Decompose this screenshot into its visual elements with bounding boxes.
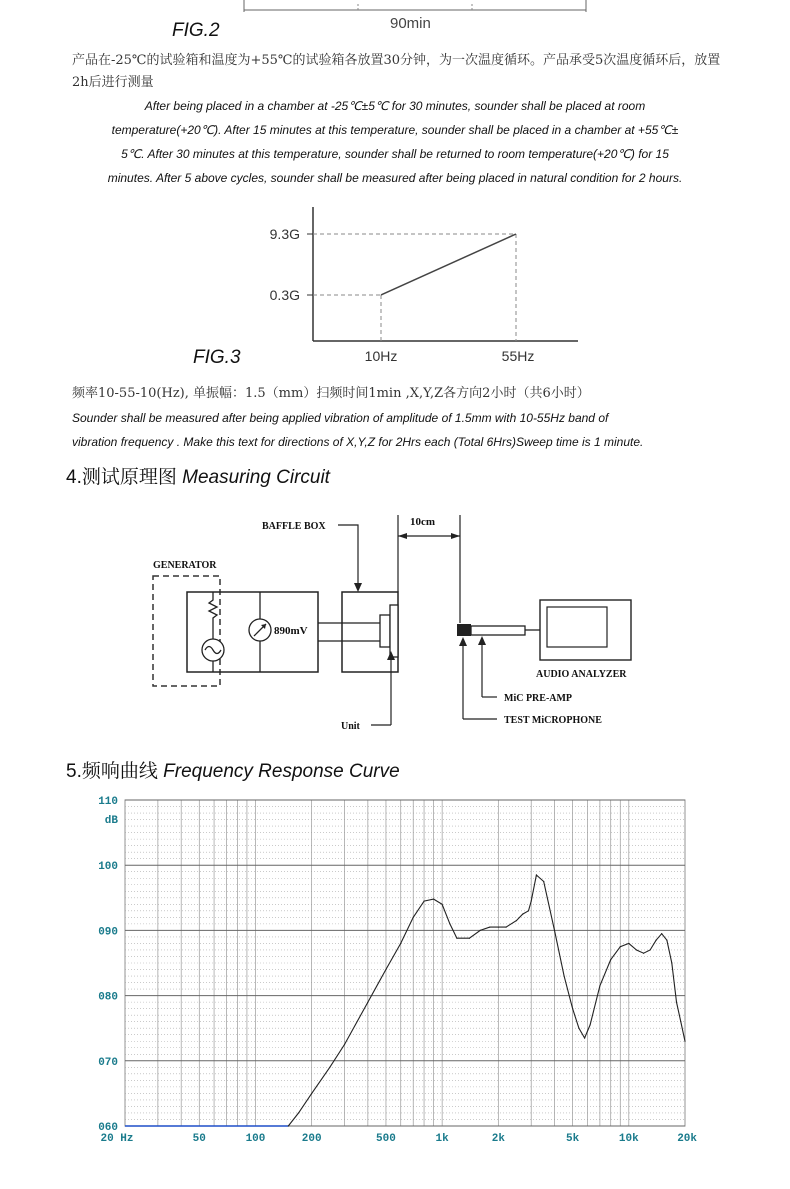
unit-label: Unit	[341, 721, 360, 732]
response-point	[536, 874, 537, 875]
response-point	[528, 910, 529, 911]
response-point	[288, 1125, 289, 1126]
y-tick-label: 060	[98, 1122, 118, 1134]
vibration-cn-text: 频率10-55-10(Hz), 单振幅：1.5（mm）扫频时间1min ,X,Y,Z各方向2小时（共6小时）	[72, 386, 590, 401]
response-point	[610, 959, 611, 960]
response-point	[655, 940, 656, 941]
response-point	[516, 920, 517, 921]
response-point	[505, 927, 506, 928]
x-tick-label: 10k	[618, 1133, 639, 1145]
section4-title-en: Measuring Circuit	[182, 467, 330, 488]
response-point	[643, 953, 644, 954]
section4-title	[66, 462, 330, 489]
mic-preamp-icon	[471, 626, 525, 635]
fig3-sweep-line	[381, 234, 516, 295]
response-point	[680, 1021, 681, 1022]
response-point	[329, 1067, 330, 1068]
response-point	[433, 899, 434, 900]
x-tick-label: 5k	[566, 1133, 580, 1145]
x-tick-label: 20k	[677, 1133, 697, 1145]
y-unit-label: dB	[104, 815, 118, 827]
response-point	[498, 927, 499, 928]
section5-number: 5.频响曲线	[66, 761, 158, 782]
y-tick-label: 070	[98, 1056, 118, 1069]
section5-title	[66, 756, 400, 783]
x-tick-label: 500	[376, 1133, 396, 1145]
fig2-duration-label: 90min	[390, 15, 431, 32]
x-tick-label: 100	[245, 1133, 266, 1145]
response-point	[413, 917, 414, 918]
response-point	[620, 946, 621, 947]
response-point	[344, 1044, 345, 1045]
vibration-en-line-2: vibration frequency . Make this text for directions of X,Y,Z for 2Hrs each (Total 6Hrs)Sweep time is 1 minute.	[72, 435, 644, 449]
section5-title-en: Frequency Response Curve	[163, 761, 400, 782]
x-tick-label: 20 Hz	[100, 1133, 134, 1145]
response-point	[469, 938, 470, 939]
response-point	[572, 1008, 573, 1009]
response-point	[599, 985, 600, 986]
resistor-icon	[209, 592, 217, 633]
response-point	[649, 949, 650, 950]
distance-label: 10cm	[410, 516, 436, 528]
fig3-y-label-min: 0.3G	[269, 287, 300, 303]
section4-number: 4.测试原理图	[66, 467, 177, 488]
y-tick-label: 090	[98, 926, 118, 939]
response-point	[400, 943, 401, 944]
fig3-vibration-chart	[0, 195, 790, 375]
fig3-label: FIG.3	[193, 347, 241, 368]
test-microphone-label: TEST MiCROPHONE	[504, 715, 602, 726]
response-point	[563, 975, 564, 976]
chart-grid	[125, 800, 685, 1126]
response-point	[480, 930, 481, 931]
measuring-circuit-diagram	[0, 505, 790, 745]
x-tick-label: 2k	[491, 1133, 505, 1145]
mic-preamp-label: MiC PRE-AMP	[504, 693, 573, 704]
response-point	[367, 1002, 368, 1003]
generator-label: GENERATOR	[153, 560, 217, 571]
fig3-x-label-max: 55Hz	[501, 348, 535, 364]
response-point	[578, 1028, 579, 1029]
frequency-response-chart	[0, 790, 790, 1150]
response-point	[423, 900, 424, 901]
temp-cycle-en-line-2: temperature(+20℃). After 15 minutes at this temperature, sounder shall be placed in a chamber at +55℃±	[111, 123, 679, 137]
vibration-en-line-1: Sounder shall be measured after being applied vibration of amplitude of 1.5mm with 10-55Hz band of	[72, 411, 609, 425]
response-point	[666, 940, 667, 941]
response-point	[636, 949, 637, 950]
response-point	[671, 962, 672, 963]
response-point	[298, 1112, 299, 1113]
fig2-label: FIG.2	[172, 20, 220, 41]
response-point	[311, 1093, 312, 1094]
response-point	[584, 1037, 585, 1038]
temp-cycle-en-line-4: minutes. After 5 above cycles, sounder shall be measured after being placed in natural condition for 2 hours.	[107, 171, 683, 185]
temp-cycle-en-line-3: 5℃. After 30 minutes at this temperature, sounder shall be returned to room temperature(+20℃) for 15	[121, 147, 669, 161]
x-tick-label: 50	[192, 1133, 206, 1145]
response-point	[684, 1041, 685, 1042]
response-point	[385, 969, 386, 970]
fig3-x-label-min: 10Hz	[364, 348, 398, 364]
response-point	[543, 881, 544, 882]
response-point	[456, 938, 457, 939]
y-tick-label: 080	[98, 991, 118, 1004]
y-tick-label: 100	[98, 861, 118, 874]
response-point	[589, 1024, 590, 1025]
response-point	[531, 900, 532, 901]
x-tick-label: 200	[301, 1133, 322, 1145]
audio-analyzer-label: AUDIO ANALYZER	[536, 669, 627, 680]
voltage-label: 890mV	[274, 625, 308, 637]
x-tick-label: 1k	[435, 1133, 449, 1145]
response-point	[442, 904, 443, 905]
unit-sounder	[380, 615, 390, 647]
response-point	[661, 933, 662, 934]
response-point	[554, 930, 555, 931]
baffle-box-label: BAFFLE BOX	[262, 521, 326, 532]
response-point	[628, 943, 629, 944]
response-point	[522, 914, 523, 915]
temp-cycle-cn-text: 产品在-25℃的试验箱和温度为+55℃的试验箱各放置30分钟，为一次温度循环。产品承受5次温度循环后，放置2h后进行测量	[72, 53, 721, 90]
response-point	[449, 923, 450, 924]
response-point	[676, 1002, 677, 1003]
response-point	[489, 927, 490, 928]
temp-cycle-en-line-1: After being placed in a chamber at -25℃±5℃ for 30 minutes, sounder shall be placed at room	[144, 99, 646, 113]
y-tick-label: 110	[98, 796, 118, 808]
test-microphone-icon	[457, 624, 471, 636]
fig3-y-label-max: 9.3G	[269, 226, 300, 242]
